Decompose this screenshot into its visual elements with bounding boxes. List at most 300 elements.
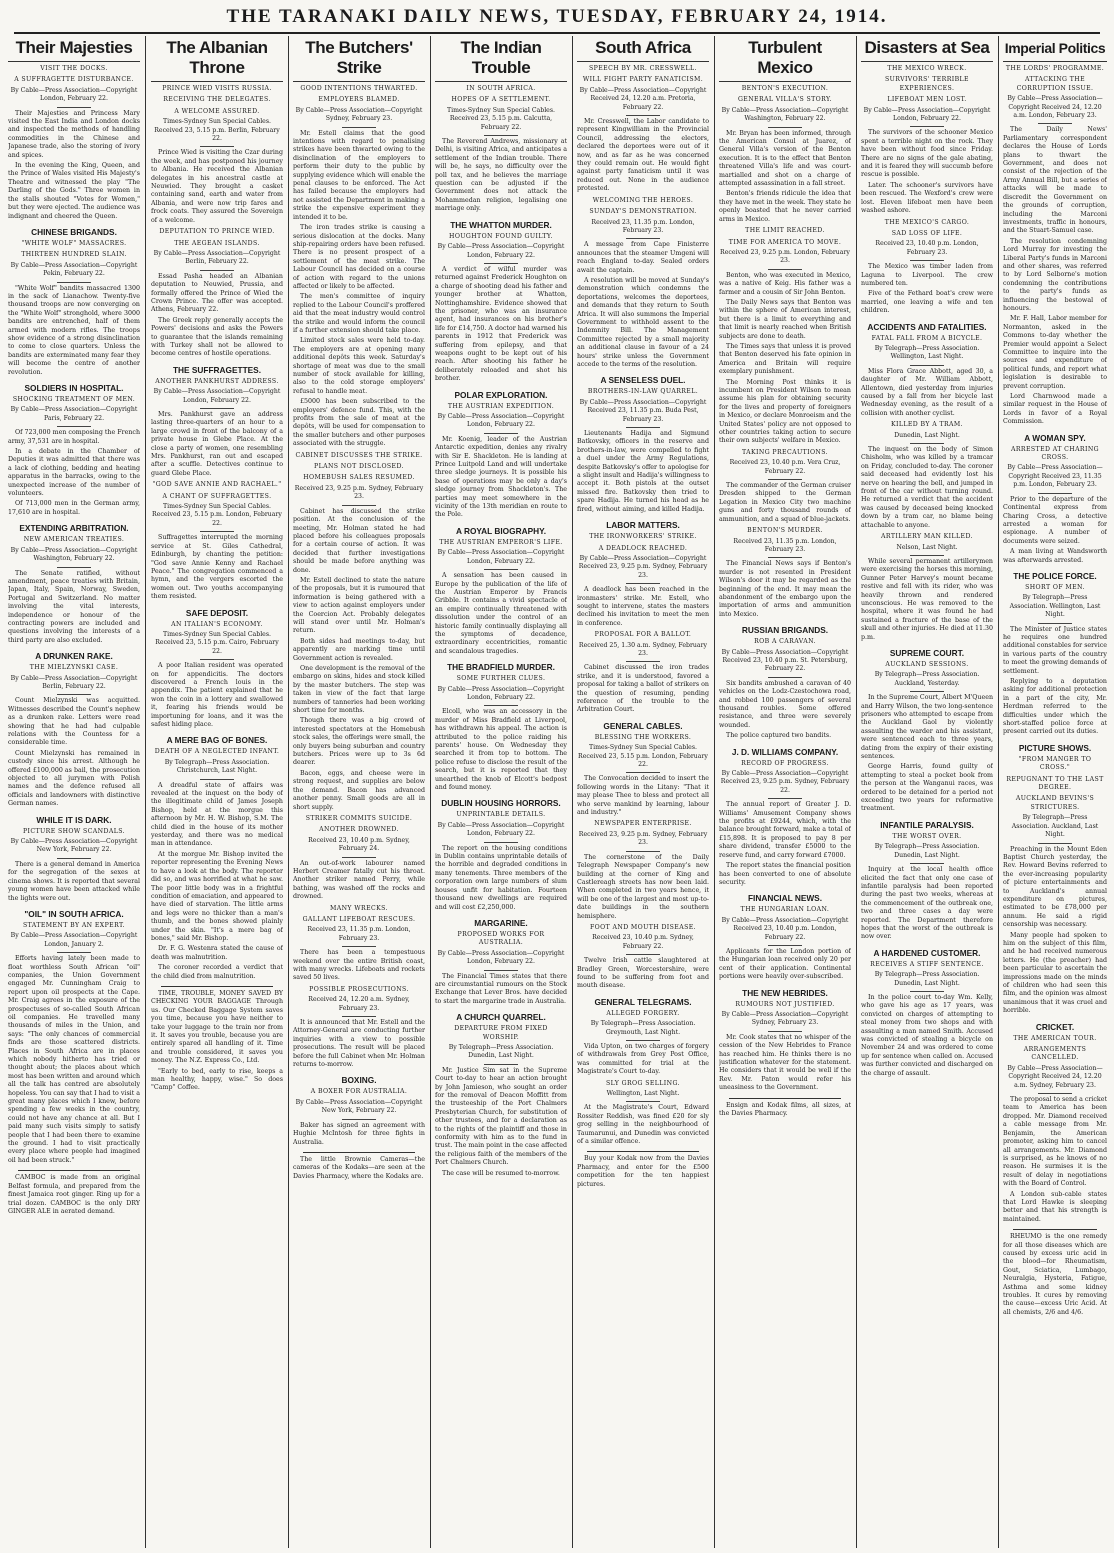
article-paragraph: Prince Wied is visiting the Czar during the week, and has postponed his journey to Albania. He received the Albanian delegates in his ancestral castle at Neuwied. They brought a casket containing sand, earth and water from Albania, and were now trip fares and frock coats. They assured the Sovereign of a welcome. xyxy=(151,149,283,224)
masthead: THE TARANAKI DAILY NEWS, TUESDAY, FEBRUARY 24, 1914. xyxy=(226,6,888,27)
dateline: By Telegraph—Press Association. Wellington, Last Night. xyxy=(861,345,993,366)
article-subheading: A SUFFRAGETTE DISTURBANCE. xyxy=(14,76,134,84)
article-headline: SAFE DEPOSIT. xyxy=(185,607,249,618)
article-paragraph: At the Magistrate's Court, Edward Rossiter Reddish, was fined £20 for sly grog selling in the neighbourhood of Taumarunui, and Dunedin was convicted of a similar offence. xyxy=(577,1104,709,1146)
dateline: Received 25, 1.30 a.m. Sydney, February 23. xyxy=(577,642,709,663)
article-paragraph: Mr. Bryan has been informed, through the American Consul at Juarez, of General Villa's version of the Benton execution. It is to the effect that Benton threatened Villa's life and was court-martialled and shot on a charge of attempted assassination in a fall street. xyxy=(719,129,851,188)
article-subheading: AUCKLAND BEVINS'S STRICTURES. xyxy=(1015,795,1095,811)
dateline: By Telegraph—Press Association. Auckland, Yesterday. xyxy=(861,671,993,692)
article-subheading: LIFEBOAT MEN LOST. xyxy=(887,96,967,104)
dateline: By Telegraph—Press Association. Dunedin, Last Night. xyxy=(861,971,993,992)
column-divider xyxy=(145,36,146,1548)
article-paragraph: In the Supreme Court, Albert M'Queen and Harry Wilson, the two long-sentence prisoners who attempted to escape from the Auckland Gaol by violently assaulting the warder and his assistant, were sentenced each to three years, dating from the expiry of their existing sentences. xyxy=(861,694,993,761)
article-paragraph: Mr. Estell declined to state the nature of the proposals, but it is rumoured that information is being gathered with a view to action against employers under the Coercion Act. Probably delegates will stand over until Mr. Holman's return. xyxy=(293,576,425,635)
column-title: The Indian Trouble xyxy=(435,38,567,82)
article-subheading: THE AUSTRIAN EMPEROR'S LIFE. xyxy=(439,538,563,546)
dateline: By Cable—Press Association—Copyright London, February 22. xyxy=(861,107,993,128)
article-paragraph: Bacon, eggs, and cheese were in strong request, and supplies are below the demand. Bacon has advanced another penny. Small goods are all in short supply. xyxy=(293,769,425,811)
article-headline: FINANCIAL NEWS. xyxy=(747,893,823,904)
article-divider xyxy=(303,1152,415,1153)
article-paragraph: Prior to the departure of the Continental express from Charing Cross, a detective arrested a woman for espionage. A number of documents were seized. xyxy=(1003,495,1107,545)
dateline: By Telegraph—Press Association. Dunedin, Last Night. xyxy=(861,843,993,864)
article-paragraph: There is a general demand in America for the segregation of the sexes at cinema shows. It is reported that several young women have been attacked while the lights were out. xyxy=(8,860,140,902)
article-paragraph: The police captured two bandits. xyxy=(726,732,832,740)
dateline: By Telegraph—Press Association. Christchurch, Last Night. xyxy=(151,759,283,780)
article-paragraph: The report on the housing conditions in Dublin contains unprintable details of the horrible and degraded conditions in many tenements. Three members of the corporation own large numbers of slum houses unfit for habitation. Fourteen thousand new dwellings are required and will cost £2,250,000. xyxy=(435,844,567,911)
article-subheading: PICTURE SHOW SCANDALS. xyxy=(22,827,126,835)
article-subheading: THE WORST OVER. xyxy=(892,832,962,840)
article-subheading: HOPES OF A SETTLEMENT. xyxy=(451,96,551,104)
column-body xyxy=(1003,65,1107,1317)
article-subheading: "GOD SAVE ANNIE AND RACHAEL." xyxy=(152,481,282,489)
dateline: By Cable—Press Association—Copyright London, February 22. xyxy=(151,388,283,409)
article-paragraph: Mr. Estell claims that the good intentions with regard to penalising strikes have been thwarted owing to the disinclination of the employers to perform their duty to the public by supplying evidence which will enable the penal clauses to be enforced. The Act has failed because the employers had not assisted the Department in making a strike the expensive experiment they intended it to be. xyxy=(293,129,425,221)
article-subheading: VISIT THE DOCKS. xyxy=(40,65,108,72)
article-headline: A WOMAN SPY. xyxy=(1024,432,1086,443)
dateline: By Cable—Press Association—Copyright London, February 22. xyxy=(435,686,567,707)
column-divider xyxy=(430,36,431,1548)
dateline: By Cable—Press Association—Copyright London, January 2. xyxy=(8,932,140,953)
article-subheading: THE HUNGARIAN LOAN. xyxy=(740,906,830,914)
article-divider xyxy=(1013,1229,1097,1230)
dateline: By Cable—Press Association—Copyright London, February 22. xyxy=(435,822,567,843)
article-subheading: WILL FIGHT PARTY FANATICISM. xyxy=(582,76,704,84)
article-headline: J. D. WILLIAMS COMPANY. xyxy=(731,746,839,757)
article-headline: THE POLICE FORCE. xyxy=(1013,570,1097,581)
article-paragraph: Their Majesties and Princess Mary visited the East India and London docks and inspected the methods of handling commodities in the Chinese and Japanese trade, also the storing of ivory and spices. xyxy=(8,109,140,159)
article-subheading: RECEIVING THE DELEGATES. xyxy=(163,96,271,104)
article-paragraph: Lieutenants Hadija and Sigmund Batkovsky, officers in the reserve and brothers-in-law, were compelled to fight a duel under the Army Regulations, despite Batkovsky's offer to apologise for a slight insult and Hadija's willingness to accept it. Both pistols at the outset missed fire. Batkovsky then tried to spare Hadija. He turned his head as he fired, without aiming, and killed Hadija. xyxy=(577,430,709,513)
column-divider xyxy=(288,36,289,1548)
dateline: Received 23, 9.25 p.m. London, February 23. xyxy=(719,249,851,270)
article-paragraph: While several permanent artillerymen were exercising the horses this morning, Gunner Peter Harvey's mount became restive and fell with its rider, who was heavily thrown and rendered unconscious. He was removed to the hospital, where it was found he had sustained a fracture of the base of the skull and other injuries. He died at 11.30 p.m. xyxy=(861,557,993,641)
article-headline: BOXING. xyxy=(341,1075,377,1086)
column-body xyxy=(719,85,851,1118)
article-paragraph: Ensign and Kodak films, all sizes, at the Davies Pharmacy. xyxy=(719,1101,851,1118)
article-paragraph: Miss Flora Grace Abbott, aged 30, a daughter of Mr. William Abbott, Allentown, died yesterday from injuries caused by a fall from her bicycle last Wednesday evening, as the result of a collision with another cyclist. xyxy=(861,367,993,417)
article-paragraph: The Financial News says if Benton's murder is not resented in President Wilson's door it may be regarded as the beginning of the end. It may mean the abandonment of the embargo upon the importation of arms and ammunition into Mexico. xyxy=(719,560,851,618)
article-paragraph: Vida Upton, on two charges of forgery of withdrawals from Grey Post Office, was committed for trial at the Magistrate's Court to-day. xyxy=(577,1043,709,1076)
article-paragraph: The commander of the German cruiser Dresden shipped to the German Legation in Mexico City two machine guns and forty thousand rounds of ammunition, and a squad of blue-jackets. xyxy=(719,482,851,523)
dateline: Received 23, 10.40 p.m. Sydney, February 24. xyxy=(293,837,425,858)
article-subheading: STATEMENT BY AN EXPERT. xyxy=(22,921,126,929)
article-paragraph: Suffragettes interrupted the morning service at St. Giles Cathedral, Edinburgh, by chanting the petition: "God save Annie Kenny and Rachael Peace." The congregation commenced a hymn, and the vergers escorted the women out. Two youths accompanying them resisted. xyxy=(151,534,283,601)
article-paragraph: £5000 has been subscribed to the employers' defence fund. This, with the profits from the sale of meat at the depôts, will be used for compensation to the smaller butchers and other purposes associated with the struggle. xyxy=(293,398,425,448)
dateline: By Telegraph—Press Association. Auckland, Last Night. xyxy=(1003,814,1107,843)
article-subheading: NEWSPAPER ENTERPRISE. xyxy=(594,820,692,828)
article-subheading: KILLED BY A TRAM. xyxy=(890,421,963,429)
article-subheading: THE AEGEAN ISLANDS. xyxy=(174,239,260,247)
article-headline: THE BRADFIELD MURDER. xyxy=(447,662,555,673)
article-subheading: PROPOSAL FOR A BALLOT. xyxy=(594,631,692,639)
article-paragraph: Of 713,000 men in the German army, 17,610 are in hospital. xyxy=(8,500,140,516)
dateline: By Cable—Press Association—Copyright Received 23, 9.25 p.m. Sydney, February 23. xyxy=(577,555,709,584)
article-subheading: STRIKER COMMITS SUICIDE. xyxy=(305,814,413,822)
article-subheading: HOMEBUSH SALES RESUMED. xyxy=(303,474,415,482)
article-subheading: THE MEXICO'S CARGO. xyxy=(884,218,970,226)
article-paragraph: A sensation has been caused in Europe by the publication of the life of the Austrian Emperor by Francis Gribble. It contains a vivid spectacle of an empire continually threatened with dissolution under the control of an historic family continually displaying all the symptoms of decadence, extraordinary eccentricities, romantic and scandalous tragedies. xyxy=(435,572,567,655)
article-paragraph: Of 723,000 men composing the French army, 37,531 are in hospital. xyxy=(8,429,140,445)
article-subheading: POSSIBLE PROSECUTIONS. xyxy=(309,985,409,993)
article-subheading: ARTILLERY MAN KILLED. xyxy=(881,533,973,541)
article-subheading: A BOXER FOR AUSTRALIA. xyxy=(310,1088,408,1096)
article-paragraph: Cabinet has discussed the strike position. At the conclusion of the meeting, Mr. Holman stated he had placed before his colleagues proposals for a certain course of action. It was decided that further investigations should be made before anything was done. xyxy=(293,507,425,574)
dateline: By Telegraph—Press Association. Dunedin, Last Night. xyxy=(435,1044,567,1065)
article-paragraph: Count Mielzynski was acquitted. Witnesses described the Count's nephew as a drunken rake. Letters were read showing that he had had culpable relations with the Countess for a considerable time. xyxy=(8,697,140,747)
column-divider xyxy=(572,36,573,1548)
dateline: By Cable—Press Association—Copyright Received 23, 11.35 p.m. London, February 23. xyxy=(1003,464,1107,493)
article-headline: CRICKET. xyxy=(1035,1021,1075,1032)
article-paragraph: The case will be resumed to-morrow. xyxy=(442,1169,560,1177)
article-headline: POLAR EXPLORATION. xyxy=(454,389,548,400)
article-paragraph: Limited stock sales were held to-day. The employers are at opening many additional depôts this week. Saturday's shortage of meat was due to the small number of stock available for killing, also to the cold storage employers' refusal to handle meat. xyxy=(293,337,425,395)
article-headline: GENERAL TELEGRAMS. xyxy=(594,996,692,1007)
article-paragraph: Preaching in the Mount Eden Baptist Church yesterday, the Rev. Howard Bevins referred to the ever-increasing popularity of picture entertainments and to Auckland's annual expenditure on pictures, estimated to be £78,000 per annum. He said a rigid censorship was necessary. xyxy=(1003,845,1107,929)
dateline: Times-Sydney Sun Special Cables. Received 23, 5.15 p.m. London, February 22. xyxy=(577,744,709,773)
article-subheading: BROTHERS-IN-LAW QUARREL. xyxy=(587,388,699,396)
article-headline: WHILE IT IS DARK. xyxy=(36,814,112,825)
article-headline: A ROYAL BIOGRAPHY. xyxy=(455,525,547,536)
article-subheading: EMPLOYERS BLAMED. xyxy=(318,96,400,104)
article-paragraph: RHEUMO is the one remedy for all those diseases which are caused by excess uric acid in the blood—for Rheumatism, Gout, Sciatica, Lumbago, Neuralgia, Hysteria, Fatigue, Asthma and some kidney troubles. It cures by removing the cause—excess Uric Acid. At all chemists, 2/6 and 4/6. xyxy=(1003,1233,1107,1316)
article-headline: CHINESE BRIGANDS. xyxy=(31,226,117,237)
dateline: By Cable—Press Association—Copyright Pekin, February 22. xyxy=(8,262,140,283)
article-subheading: SURVIVORS' TERRIBLE EXPERIENCES. xyxy=(885,76,969,92)
article-paragraph: In the evening the King, Queen, and the Prince of Wales visited His Majesty's Theatre and witnessed the play "The Darling of the Gods." Three women in the stalls shouted "Votes for Women," but they were ejected. The audience was indignant and cheered the Queen. xyxy=(8,162,140,220)
article-subheading: "WHITE WOLF" MASSACRES. xyxy=(21,239,127,247)
column-title: The Butchers' Strike xyxy=(293,38,425,82)
article-paragraph: The Daily News' Parliamentary correspondent declares the House of Lords plans to thwart the Government, and does not consist of the rejection of the Army Annual Bill, but a series of attacks will be made to discredit the Government on the grounds of corruption, including the Marconi investments, traffic in honours, and the Stuart-Samuel case. xyxy=(1003,126,1107,235)
article-paragraph: Mr. F. Hall, Labor member for Normanton, asked in the Commons to-day whether the Premier would appoint a Select Committee to inquire into the sources and expenditure of political funds, and report what legislation is desirable to prevent corruption. xyxy=(1003,315,1107,390)
column-title: The Albanian Throne xyxy=(151,38,283,82)
column-imperial-politics xyxy=(1003,36,1107,1548)
dateline: By Cable—Press Association—Copyright Sydney, February 23. xyxy=(293,107,425,128)
article-paragraph: Later. The schooner's survivors have been rescued. The Wexford's crew were lost. Eleven lifeboat men have been washed ashore. xyxy=(861,181,993,215)
article-subheading: THE MIELZYNSKI CASE. xyxy=(29,664,119,672)
article-divider xyxy=(729,1098,841,1099)
article-paragraph: Both sides had meetings to-day, but apparently are marking time until Government action is revealed. xyxy=(293,637,425,662)
article-paragraph: The Minister of Justice states he requires one hundred additional constables for service in various parts of the country to meet the growing demands of settlement. xyxy=(1003,625,1107,675)
dateline: By Telegraph—Press Association. Wellington, Last Night. xyxy=(1003,594,1107,623)
column-south-africa xyxy=(577,36,709,1548)
column-title: Disasters at Sea xyxy=(861,38,993,62)
article-paragraph: Twelve Irish cattle slaughtered at Bradley Green, Worcestershire, were found to be suffering from foot and mouth disease. xyxy=(577,957,709,990)
column-body xyxy=(8,65,140,1216)
dateline: By Cable—Press Association—Copyright London, February 22. xyxy=(8,87,140,108)
article-subheading: TAKING PRECAUTIONS. xyxy=(741,448,829,456)
dateline: Received 23, 9.25 p.m. Sydney, February 23. xyxy=(293,485,425,506)
dateline: By Cable—Press Association—Copyright London, February 22. xyxy=(435,413,567,434)
article-headline: A DRUNKEN RAKE. xyxy=(35,651,113,662)
column-albanian-throne xyxy=(151,36,283,1548)
article-subheading: ROB A CARAVAN. xyxy=(754,638,816,646)
article-headline: MARGARINE. xyxy=(474,917,528,928)
column-title: Their Majesties xyxy=(8,38,140,62)
dateline: By Cable—Press Association—Copyright London, February 22. xyxy=(435,549,567,570)
article-paragraph: The men's committee of inquiry replied to the Labour Council's proffered aid that the meat industry would control the strike and would inform the council if a further extension should take place. xyxy=(293,293,425,334)
article-paragraph: The proposal to send a cricket team to America has been dropped. Mr. Diamond received a cable message from Mr. Benjamin, the American promoter, asking him to cancel all arrangements. Mr. Diamond is surprised, as he knows of no reason. He surmises it is the result of delay in negotiations with the Board of Control. xyxy=(1003,1096,1107,1188)
article-subheading: RUMOURS NOT JUSTIFIED. xyxy=(735,1000,835,1008)
article-paragraph: "White Wolf" bandits massacred 1300 in the sack of Lianachow. Twenty-five thousand troops are now converging on the "White Wolf" stronghold, where 3000 bandits are entrenched, half of them armed with modern rifles. The troops show evidence of a strong disinclination to come to close quarters. Unless the bandits are exterminated many fear they will become the centre of another revolution. xyxy=(8,284,140,376)
article-headline: A CHURCH QUARREL. xyxy=(456,1012,546,1023)
column-butchers-strike xyxy=(293,36,425,1548)
dateline: Received 23, 11.35 p.m. London, February 23. xyxy=(577,219,709,240)
article-divider xyxy=(161,986,273,987)
article-subheading: A CHANT OF SUFFRAGETTES. xyxy=(162,492,272,500)
dateline: Received 23, 10.40 p.m. Vera Cruz, February 22. xyxy=(719,459,851,480)
article-paragraph: The iron trades strike is causing a serious dislocation at the docks. Many ship-repairing orders have been refused. There is no present prospect of a settlement of the meat strike. The Labour Council has decided on a course of action with regard to the unions affected or likely to be affected. xyxy=(293,224,425,290)
dateline: By Cable—Press Association—Copyright Sydney, February 23. xyxy=(719,1011,851,1032)
article-headline: A SENSELESS DUEL. xyxy=(600,375,686,386)
article-paragraph: Lord Charnwood made a similar request in the House of Lords in favor of a Royal Commission. xyxy=(1003,393,1107,426)
article-headline: SOLDIERS IN HOSPITAL. xyxy=(24,383,124,393)
article-paragraph: The cornerstone of the Daily Telegraph Newspaper Company's new building at the corner of King and Castlereagh streets has now been laid. When completed in two years hence, it will be one of the largest and most up-to-date buildings in the southern hemisphere. xyxy=(577,853,709,920)
article-paragraph: The Greek reply generally accepts the Powers' decisions and asks the Powers to guarantee that the islands remaining with Turkey shall not be allowed to become centres of hostile operations. xyxy=(151,316,283,358)
article-headline: INFANTILE PARALYSIS. xyxy=(880,819,974,830)
article-paragraph: Essad Pasha headed an Albanian deputation to Neuwied, Prussia, and formally offered the Prince of Wied the Crown Prince. The offer was accepted. Athens, February 22. xyxy=(151,272,283,314)
column-turbulent-mexico xyxy=(719,36,851,1548)
article-paragraph: Efforts having lately been made to float worthless South African "oil" companies, the Union Government engaged Mr. Cunningham Craig to report upon oil prospects at the Cape. Mr. Craig agrees in the exposure of the prospectuses of so-called South African oil companies. He travelled many thousands of miles in the Union, and says: "The only chances of commercial finds are those scattered districts. Places in South Africa are in places which nobody hitherto has tried or thought about; the places about which most has been written and around which all the talk has centred are absolutely hopeless. You can say that I had to visit a great many places which I knew, before spending a few weeks in the country, could not have any chance at all. But I paid many such visits simply to satisfy people that I had been there to examine the ground. I had to visit practically every place where people had imagined oil had been struck." xyxy=(8,955,140,1164)
article-headline: PICTURE SHOWS. xyxy=(1018,742,1092,753)
dateline: Received 23, 11.35 p.m. London, February 23. xyxy=(293,926,425,947)
article-subheading: ANOTHER PANKHURST ADDRESS. xyxy=(155,377,279,385)
dateline: By Cable—Press Association—Copyright London, February 22. xyxy=(435,950,567,971)
article-subheading: DEPUTATION TO PRINCE WIED. xyxy=(159,228,275,236)
article-paragraph: Mr. Cook states that no whisper of the cession of the New Hebrides to France has reached him. He thinks there is no justification whatever for the statement. He considers that it would be well if the Rev. Mr. Paton would refer his uneasiness to the Government. xyxy=(719,1033,851,1092)
article-paragraph: Applicants for the London portion of the Hungarian loan received only 20 per cent of their application. Continental portions were heavily over-subscribed. xyxy=(719,947,851,981)
article-subheading: AUCKLAND SESSIONS. xyxy=(885,660,969,668)
article-subheading: THE MEXICO WRECK. xyxy=(887,65,967,72)
article-paragraph: A dreadful state of affairs was revealed at the inquest on the body of the illegitimate child of James Joseph Bishop, held at the morgue this afternoon by Mr. H. W. Bishop, S.M. The child died in the house of its mother yesterday, and there was no medical man in attendance. xyxy=(151,781,283,848)
article-subheading: UNPRINTABLE DETAILS. xyxy=(456,811,546,819)
column-body xyxy=(435,85,567,1178)
article-subheading: SOME FURTHER CLUES. xyxy=(456,675,546,683)
article-paragraph: "Early to bed, early to rise, keeps a man healthy, happy, wise." So does "Camp" Coffee. xyxy=(151,1067,283,1092)
article-subheading: THE LIMIT REACHED. xyxy=(745,227,825,235)
article-divider xyxy=(18,1170,130,1171)
column-their-majesties xyxy=(8,36,140,1548)
article-subheading: SUNDAY'S DEMONSTRATION. xyxy=(589,208,697,216)
article-subheading: "FROM MANGER TO CROSS." xyxy=(1018,755,1092,772)
article-paragraph: Buy your Kodak now from the Davies Pharmacy, and enter for the £500 competition for the ten happiest pictures. xyxy=(577,1155,709,1188)
dateline: Times-Sydney Sun Special Cables. Received 23, 5.15 p.m. Calcutta, February 22. xyxy=(435,107,567,136)
article-paragraph: The Reverend Andrews, missionary at Delhi, is visiting Africa, and anticipates a settlement of the Indian trouble. There will be, he says, no difficulty over the poll tax, and he believes the marriage question can be adjusted if the Government does not attack the Mohammedan religion, legalising one marriage only. xyxy=(435,138,567,213)
article-headline: ACCIDENTS AND FATALITIES. xyxy=(867,321,987,332)
dateline: Received 24, 12.20 a.m. Sydney, February 23. xyxy=(293,996,425,1017)
article-paragraph: A man living at Wandsworth was afterwards arrested. xyxy=(1003,548,1107,564)
article-subheading: FATAL FALL FROM A BICYCLE. xyxy=(871,334,983,342)
article-subheading: REPUGNANT TO THE LAST DEGREE. xyxy=(1006,775,1104,792)
article-subheading: SLY GROG SELLING. xyxy=(606,1079,680,1087)
article-paragraph: The little Brownie Cameras—the cameras of the Kodaks—are seen at the Davies Pharmacy, where the Kodaks are. xyxy=(293,1155,425,1180)
article-paragraph: There has been a tempestuous weekend over the entire British coast, with many wrecks. Lifeboats and rockets saved 50 lives. xyxy=(293,949,425,982)
article-subheading: THE AMERICAN TOUR. xyxy=(1013,1034,1097,1042)
dateline: By Telegraph—Press Association. Greymouth, Last Night. xyxy=(577,1020,709,1041)
column-divider xyxy=(998,36,999,1548)
article-paragraph: Elcoll, who was an accessory in the murder of Miss Bradfield at Liverpool, has withdrawn his appeal. The action is attributed to the police raiding his parents' house. On Wednesday they searched it from top to bottom. The police refuse to disclose the result of the search, but it is reported that they unearthed the knob of Elcott's bedpost and found money. xyxy=(435,708,567,792)
article-paragraph: The coroner recorded a verdict that the child died from malnutrition. xyxy=(151,964,283,980)
article-subheading: AN ITALIAN'S ECONOMY. xyxy=(171,620,263,628)
article-subheading: PLANS NOT DISCLOSED. xyxy=(314,463,404,471)
dateline: By Cable—Press Association—Copyright Washington, February 22. xyxy=(8,547,140,568)
article-subheading: THIRTEEN HUNDRED SLAIN. xyxy=(21,251,127,259)
dateline: By Cable—Press Association—Copyright London, February 22. xyxy=(435,243,567,264)
article-subheading: THE AUSTRIAN EXPEDITION. xyxy=(447,402,555,410)
article-paragraph: The report states the financial position has been converted to one of absolute security. xyxy=(719,862,851,886)
article-headline: GENERAL CABLES. xyxy=(603,720,683,731)
article-subheading: SHORT OF MEN. xyxy=(1025,583,1085,591)
article-paragraph: Cabinet discussed the iron trades strike, and it is understood, favored a proposal for taking a ballot of strikers on the question of resuming, pending reference of the trouble to the Arbitration Court. xyxy=(577,664,709,714)
article-subheading: SPEECH BY MR. CRESSWELL. xyxy=(589,65,697,72)
article-headline: RUSSIAN BRIGANDS. xyxy=(741,625,829,636)
article-subheading: BLESSING THE WORKERS. xyxy=(594,733,692,741)
article-paragraph: The Daily News says that Benton was within the sphere of American interest, but there is a limit to everything and that limit is nearly reached when British subjects are done to death. xyxy=(719,298,851,340)
article-paragraph: Mr. Justice Sim sat in the Supreme Court to-day to hear an action brought by John Jamieson, who sought an order for the removal of Deacon Moffitt from the trusteeship of the Port Chalmers Presbyterian Church, for substitution of other trustees, and for a declaration as to the rights of the plaintiff and those in conformity with him as to the fund in trust. The main point in the case affected the religious faith of the members of the Port Chalmers Church. xyxy=(435,1066,567,1167)
article-headline: "OIL" IN SOUTH AFRICA. xyxy=(24,908,124,919)
article-headline: A MERE BAG OF BONES. xyxy=(166,735,268,746)
article-paragraph: A deadlock has been reached in the ironmasters' strike. Mr. Estell, who sought to intervene, states the masters declined his invitation to meet the men in conference. xyxy=(577,586,709,627)
article-paragraph: Mrs. Pankhurst gave an address lasting three-quarters of an hour to a large crowd in front of the balcony of a private house in Glebe Place. At the close a party of women, one resembling Mrs. Pankhurst, ran out and escaped after a scuffle. Detectives continue to guard Glebe Place. xyxy=(151,411,283,477)
article-subheading: DEATH OF A NEGLECTED INFANT. xyxy=(154,748,280,756)
dateline: By Cable—Press Association—Copyright Berlin, February 22. xyxy=(8,675,140,696)
dateline: Received 23, 9.25 p.m. Sydney, February 23. xyxy=(577,831,709,852)
article-paragraph: The Morning Post thinks it is incumbent on President Wilson to mean assume his plan for obtaining security for the lives and property of foreigners in Mexico, or declare Monroeism and the United States' policy are not opposed to other countries taking action to secure their own subjects' welfare in Mexico. xyxy=(719,378,851,445)
article-paragraph: A verdict of wilful murder was returned against Frederick Houghton on a charge of shooting dead his father and younger brother at Whatton, Nottinghamshire. Evidence showed that the prisoner, who was an insurance agent, had insurances on his brother's life for £14,750. A doctor had warned his parents in 1912 that Frederick was suffering from epilepsy, and that weapons ought to be kept out of his reach. After shooting his father he deliberately reloaded and shot his brother. xyxy=(435,265,567,383)
dateline: By Cable—Press Association—Copyright Received 23, 11.35 p.m. Buda Pest, February 23. xyxy=(577,399,709,428)
dateline: Wellington, Last Night. xyxy=(577,1090,709,1102)
article-subheading: THE LORDS' PROGRAMME. xyxy=(1005,65,1105,72)
dateline: Times-Sydney Sun Special Cables. Received 23, 5.15 p.m. London, February 22. xyxy=(151,503,283,532)
article-subheading: RECORD OF PROGRESS. xyxy=(741,759,829,767)
article-subheading: DEPARTURE FROM FIXED WORSHIP. xyxy=(454,1025,548,1041)
column-body xyxy=(861,65,993,1078)
article-subheading: ANOTHER DROWNED. xyxy=(319,826,399,834)
article-paragraph: The Financial Times states that there are circumstantial rumours on the Stock Exchange that Lever Bros. have decided to start the margarine trade in Australia. xyxy=(435,972,567,1005)
article-paragraph: TIME, TROUBLE, MONEY SAVED BY CHECKING YOUR BAGGAGE Through us. Our Checked Baggage System saves you time, because you have neither to take your luggage to the train nor from it. It saves you trouble, because you are entirely spared all handling of it. Time and trouble considered, it saves you money. The N.Z. Express Co., Ltd. xyxy=(151,989,283,1065)
column-divider xyxy=(714,36,715,1548)
article-subheading: A DEADLOCK REACHED. xyxy=(598,544,688,552)
column-body xyxy=(151,85,283,1093)
article-paragraph: The inquest on the body of Simon Chisholm, who was killed by a tramcar on Friday, concluded to-day. The coroner said deceased had evidently lost his nerve on hearing the bell, and jumped in front of the car without turning round. He returned a verdict that the accident was caused by deceased being knocked down by a tram car, no blame being attachable to anyone. xyxy=(861,446,993,529)
article-headline: A HARDENED CUSTOMER. xyxy=(873,947,981,958)
article-headline: THE SUFFRAGETTES. xyxy=(172,364,262,375)
article-subheading: NEW AMERICAN TREATIES. xyxy=(23,536,125,544)
article-paragraph: George Harris, found guilty of attempting to steal a pocket book from the person at the Wanganui races, was ordered to be detained for a period not exceeding two years for reformative treatment. xyxy=(861,763,993,813)
article-paragraph: Baker has signed an agreement with Hughie McIntosh for three fights in Australia. xyxy=(293,1121,425,1146)
article-paragraph: The Mexico was timber laden from Laguna to Liverpool. The crew numbered ten. xyxy=(861,263,993,287)
article-paragraph: Many people had spoken to him on the subject of this film, and he had received numerous letters. He (the preacher) had been particular to ascertain the impressions made on the minds of children who had seen this film, and the opinion was almost unanimous that it was cruel and horrible. xyxy=(1003,931,1107,1015)
article-paragraph: The Times says that unless it is proved that Benton deserved his fate opinion in America and Britain will require exemplary punishment. xyxy=(719,342,851,376)
article-subheading: ALLEGED FORGERY. xyxy=(606,1009,680,1017)
article-paragraph: The resolution condemning Lord Murray for investing the Liberal Party's funds in Marconi and other shares, was referred to by Lord Selborne's motion condemning the contributions to the party's funds as influencing the bestowal of honours. xyxy=(1003,237,1107,312)
dateline: Received 23, 10.40 p.m. London, February 23. xyxy=(861,240,993,261)
article-paragraph: A message from Cape Finisterre announces that the steamer Umgeni will reach England to-day. Sealed orders await the captain. xyxy=(577,241,709,274)
dateline: By Cable—Press Association—Copyright Received 24, 12.20 a.m. London, February 23. xyxy=(1003,95,1107,124)
article-subheading: SAD LOSS OF LIFE. xyxy=(891,229,963,237)
article-subheading: PROPOSED WORKS FOR AUSTRALIA. xyxy=(457,930,545,947)
column-indian-trouble xyxy=(435,36,567,1548)
article-paragraph: It is announced that Mr. Estell and the Attorney-General are conducting further inquiries with a view to possible prosecutions. The result will be placed before the full Cabinet when Mr. Holman returns to-morrow. xyxy=(293,1019,425,1069)
dateline: By Cable—Press Association—Copyright Received 23, 10.40 p.m. London, February 22. xyxy=(719,917,851,946)
article-headline: LABOR MATTERS. xyxy=(606,520,680,531)
dateline: By Cable—Press Association—Copyright Berlin, February 22. xyxy=(151,250,283,271)
article-divider xyxy=(587,1151,699,1152)
article-paragraph: Though there was a big crowd of interested spectators at the Homebush stock sales, the offerings were small, the only buyers being suburban and country butchers. Prices were up to 3s 6d dearer. xyxy=(293,717,425,767)
dateline: By Cable—Press Association—Copyright Received 24, 12.20 a.m. Pretoria, February 22. xyxy=(577,87,709,116)
article-headline: THE NEW HEBRIDES. xyxy=(742,987,828,998)
article-paragraph: Count Mielzynski has remained in custody since his arrest. Although he offered £100,000 as bail, the prosecution objected to all jurymen with Polish names and the defence refused all officials and landowners with distinctive German names. xyxy=(8,749,140,808)
article-paragraph: The Convocation decided to insert the following words in the Litany: "That it may please Thee to bless and protect all who serve mankind by learning, labour and industry." xyxy=(577,775,709,817)
column-title: South Africa xyxy=(577,38,709,62)
article-paragraph: Dr. F. G. Westenra stated the cause of death was malnutrition. xyxy=(151,945,283,961)
article-subheading: TIME FOR AMERICA TO MOVE. xyxy=(728,238,842,246)
article-paragraph: Mr. Koenig, leader of the Austrian Antarctic expedition, denies any rivalry with Sir E. Shackleton. He is landing at Prince Luitpold Land and will undertake three sledge journeys. It is possible his base of operations may be only a day's sledge journey from Shackleton's. The parties may meet somewhere in the vicinity of the 13th meridian en route to the Pole. xyxy=(435,435,567,519)
article-paragraph: CAMBOC is made from an original Belfast formula, and prepared from the finest Jamaica root ginger. Ring up for a trial dozen. CAMBOC is the only DRY GINGER ALE in aerated demand. xyxy=(8,1174,140,1215)
article-subheading: GOOD INTENTIONS THWARTED. xyxy=(300,85,418,92)
article-subheading: RECEIVES A STIFF SENTENCE. xyxy=(870,960,984,968)
article-subheading: ARRESTED AT CHARING CROSS. xyxy=(1011,445,1099,462)
dateline: By Cable—Press Association—Copyright Received 23, 9.25 p.m. Sydney, February 22. xyxy=(719,770,851,799)
article-subheading: THE IRONWORKERS' STRIKE. xyxy=(589,533,697,541)
article-paragraph: The survivors of the schooner Mexico spent a terrible night on the rock. They have been without food since Friday. There are no signs of the gale abating, and it is feared they will succumb before rescue is possible. xyxy=(861,129,993,179)
dateline: Times-Sydney Sun Special Cables. Received 23, 5.15 p.m. Cairo, February 22. xyxy=(151,631,283,660)
article-paragraph: Replying to a deputation asking for additional protection in a part of the city, Mr. Herdman referred to the difficulties under which the short-staffed police force at present carried out its duties. xyxy=(1003,678,1107,736)
article-subheading: HOUGHTON FOUND GUILTY. xyxy=(449,232,553,240)
article-subheading: FOOT AND MOUTH DISEASE. xyxy=(589,923,696,931)
dateline: Nelson, Last Night. xyxy=(861,544,993,556)
article-headline: THE WHATTON MURDER. xyxy=(450,219,552,230)
column-body xyxy=(577,65,709,1189)
article-paragraph: A London sub-cable states that Lord Hawke is sleeping better and that his strength is maintained. xyxy=(1003,1190,1107,1223)
article-paragraph: The annual report of Greater J. D. Williams' Amusement Company shows the profits at £9244, which, with the balance brought forward, make a total of £15,898. It is proposed to pay 8 per share dividend, transfer £5000 to the reserve fund, and carry forward £7000. xyxy=(719,801,851,859)
dateline: Dunedin, Last Night. xyxy=(861,432,993,444)
article-paragraph: Six bandits ambushed a caravan of 40 vehicles on the Lodz-Czestochowa road, and robbed 100 passengers of several thousand roubles. Some offered resistance, and three were severely wounded. xyxy=(719,679,851,729)
dateline: Times-Sydney Sun Special Cables. Received 23, 5.15 p.m. Berlin, February 22. xyxy=(151,118,283,147)
article-paragraph: Inquiry at the local health office elicited the fact that only one case of infantile paralysis had been reported during the past two weeks, whereas at the commencement of the outbreak one, two and three cases a day were reported. The Department therefore hopes that the worst of the outbreak is now over. xyxy=(861,866,993,941)
article-subheading: SHOCKING TREATMENT OF MEN. xyxy=(12,396,136,403)
article-headline: SUPREME COURT. xyxy=(889,647,965,658)
article-subheading: ATTACKING THE CORRUPTION ISSUE. xyxy=(1016,76,1094,92)
article-paragraph: In a debate in the Chamber of Deputies it was admitted that there was a lack of clothing, bedding and heating apparatus in the barracks, owing to the unexpected increase of the number of volunteers. xyxy=(8,448,140,498)
dateline: By Cable—Press Association—Copyright New York, February 22. xyxy=(293,1099,425,1120)
article-paragraph: One development is the removal of the embargo on skins, hides and stock killed by the master butchers. The step was taken in view of the fact that large numbers of tanneries had been working short time for months. xyxy=(293,665,425,715)
article-paragraph: Benton, who was executed in Mexico, was a native of Keig. His father was a farmer and a cousin of Sir John Benton. xyxy=(719,271,851,296)
column-body xyxy=(293,85,425,1181)
dateline: Received 23, 11.35 p.m. London, February 23. xyxy=(719,538,851,559)
article-subheading: ARRANGEMENTS CANCELLED. xyxy=(1023,1046,1087,1062)
article-paragraph: In the police court to-day Wm. Kelly, who gave his age as 17 years, was convicted on charges of attempting to steal money from two shops and with assaulting a man named Smith. Accused was convicted of stealing a bicycle on November 24 and was ordered to come up for sentence when called on. Accused was further convicted and discharged on the charge of assault. xyxy=(861,993,993,1077)
article-subheading: BENTON'S EXECUTION. xyxy=(741,85,829,92)
article-paragraph: The Senate ratified, without amendment, peace treaties with Britain, Japan, Italy, Spain, Norway, Sweden, Portugal and Switzerland. No matter involving the vital interests, independence or honour of the contracting powers are included and questions involving the interests of a third party are also excluded. xyxy=(8,569,140,644)
article-paragraph: Benton's friends ridicule the idea that they have met in the week. They state he openly boasted that he never carried arms in Mexico. xyxy=(719,190,851,223)
article-subheading: A WELCOME ASSURED. xyxy=(174,107,260,115)
dateline: By Cable—Press Association—Copyright Paris, February 22. xyxy=(8,406,140,427)
column-title: Imperial Politics xyxy=(1003,38,1107,62)
article-subheading: BENTON'S MURDER. xyxy=(747,527,823,535)
article-paragraph: Mr. Cresswell, the Labor candidate to represent Kingwilliam in the Provincial Council, addressing the electors, declared the deportees were out of it now, and as far as he was concerned they could remain out. He would fight against party fanaticism until it was reduced out. None in the audience protested. xyxy=(577,118,709,193)
dateline: By Cable—Press Association—Copyright Received 23, 10.40 p.m. St. Petersburg, February 22. xyxy=(719,649,851,678)
dateline: By Cable—Press Association—Copyright New York, February 22. xyxy=(8,838,140,859)
article-subheading: MANY WRECKS. xyxy=(330,904,388,912)
article-paragraph: An out-of-work labourer named Herbert Creamer fatally cut his throat. Another striker named Perry, while bathing, was washed off the rocks and drowned. xyxy=(293,859,425,901)
dateline: Received 23, 10.40 p.m. Sydney, February 22. xyxy=(577,934,709,955)
column-disasters-at-sea xyxy=(861,36,993,1548)
article-subheading: GENERAL VILLA'S STORY. xyxy=(737,96,833,104)
dateline: By Cable—Press Association—Copyright Washington, February 22. xyxy=(719,107,851,128)
article-headline: DUBLIN HOUSING HORRORS. xyxy=(441,798,561,809)
article-paragraph: A resolution will be moved at Sunday's demonstration which condemns the deportations, welcomes the deportees, and demands that they return to South Africa. It will also summons the Imperial Government to withhold assent to the Indemnity Bill. The Management Committee rejected by a small majority an additional clause in favour of a 24 hours' strike unless the Government accede to the terms of the resolution. xyxy=(577,276,709,368)
article-subheading: WELCOMING THE HEROES. xyxy=(592,196,694,204)
